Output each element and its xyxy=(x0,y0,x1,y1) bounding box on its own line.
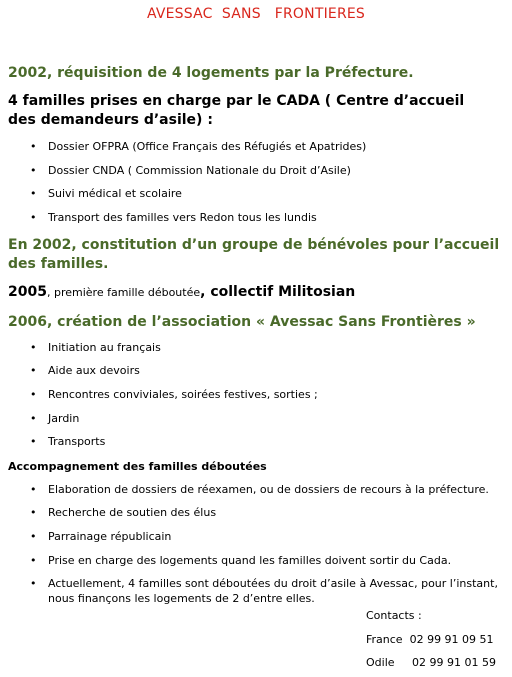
list-item-text: Aide aux devoirs xyxy=(48,364,140,377)
bullet-icon: • xyxy=(30,211,37,224)
list-item-text: Dossier OFPRA (Office Français des Réfugiés et Apatrides) xyxy=(48,140,367,153)
line-2005 xyxy=(8,283,355,302)
heading-cada: 4 familles prises en charge par le CADA ( Centre d’accueil des demandeurs d’asile) : xyxy=(8,93,465,128)
list-item-text: Suivi médical et scolaire xyxy=(48,187,182,200)
bullet-icon: • xyxy=(30,364,37,377)
list-item-text: Transports xyxy=(48,435,106,448)
page-title: AVESSAC SANS FRONTIERES xyxy=(146,6,366,22)
bullet-icon: • xyxy=(30,388,37,401)
bullet-icon: • xyxy=(30,140,37,153)
year-2005: 2005 xyxy=(8,284,47,300)
first-family-text: , première famille déboutée xyxy=(46,286,201,299)
list-item xyxy=(30,340,508,355)
bullet-icon: • xyxy=(30,187,37,200)
bullet-icon: • xyxy=(30,164,37,177)
bullet-icon: • xyxy=(30,577,37,590)
list-item xyxy=(30,139,508,154)
list-item-text: Actuellement, 4 familles sont déboutées du droit d’asile à Avessac, pour l’instant, nous finançons les logements de 2 d’entre elles. xyxy=(48,577,498,605)
bullet-icon: • xyxy=(30,435,37,448)
list-item-text: Dossier CNDA ( Commission Nationale du Droit d’Asile) xyxy=(48,164,351,177)
list-item xyxy=(30,363,508,378)
bullet-icon: • xyxy=(30,506,37,519)
list-item-text: Prise en charge des logements quand les familles doivent sortir du Cada. xyxy=(48,554,452,567)
heading-2002-requisition: 2002, réquisition de 4 logements par la Préfecture. xyxy=(8,65,414,81)
list-item-text: Parrainage républicain xyxy=(48,530,172,543)
list-item xyxy=(30,434,508,449)
heading-accompagnement: Accompagnement des familles déboutées xyxy=(8,460,267,473)
list-item xyxy=(30,482,508,497)
list-item xyxy=(30,387,508,402)
list-item-text: Elaboration de dossiers de réexamen, ou de dossiers de recours à la préfecture. xyxy=(48,483,489,496)
collectif-text: , collectif Militosian xyxy=(200,284,356,300)
bullet-icon: • xyxy=(30,341,37,354)
list-item xyxy=(30,553,508,568)
list-item-text: Jardin xyxy=(48,412,80,425)
list-item xyxy=(30,186,508,201)
list-item-text: Recherche de soutien des élus xyxy=(48,506,217,519)
list-item-text: Rencontres conviviales, soirées festives, sorties ; xyxy=(48,388,318,401)
list-item xyxy=(30,163,508,178)
contact-france: France 02 99 91 09 51 xyxy=(366,633,494,646)
list-item xyxy=(30,529,508,544)
bullet-icon: • xyxy=(30,530,37,543)
contact-odile: Odile 02 99 91 01 59 xyxy=(366,656,496,669)
list-item xyxy=(30,505,508,520)
list-item xyxy=(30,411,508,426)
list-item xyxy=(30,210,508,225)
heading-2002-benevoles: En 2002, constitution d’un groupe de bénévoles pour l’accueil des familles. xyxy=(8,237,500,272)
bullet-icon: • xyxy=(30,412,37,425)
bullet-icon: • xyxy=(30,554,37,567)
bullet-icon: • xyxy=(30,483,37,496)
list-item xyxy=(30,576,508,606)
contacts-label: Contacts : xyxy=(366,609,422,622)
heading-2006: 2006, création de l’association « Avessac Sans Frontières » xyxy=(8,314,476,330)
list-item-text: Transport des familles vers Redon tous les lundis xyxy=(48,211,317,224)
list-item-text: Initiation au français xyxy=(48,341,161,354)
